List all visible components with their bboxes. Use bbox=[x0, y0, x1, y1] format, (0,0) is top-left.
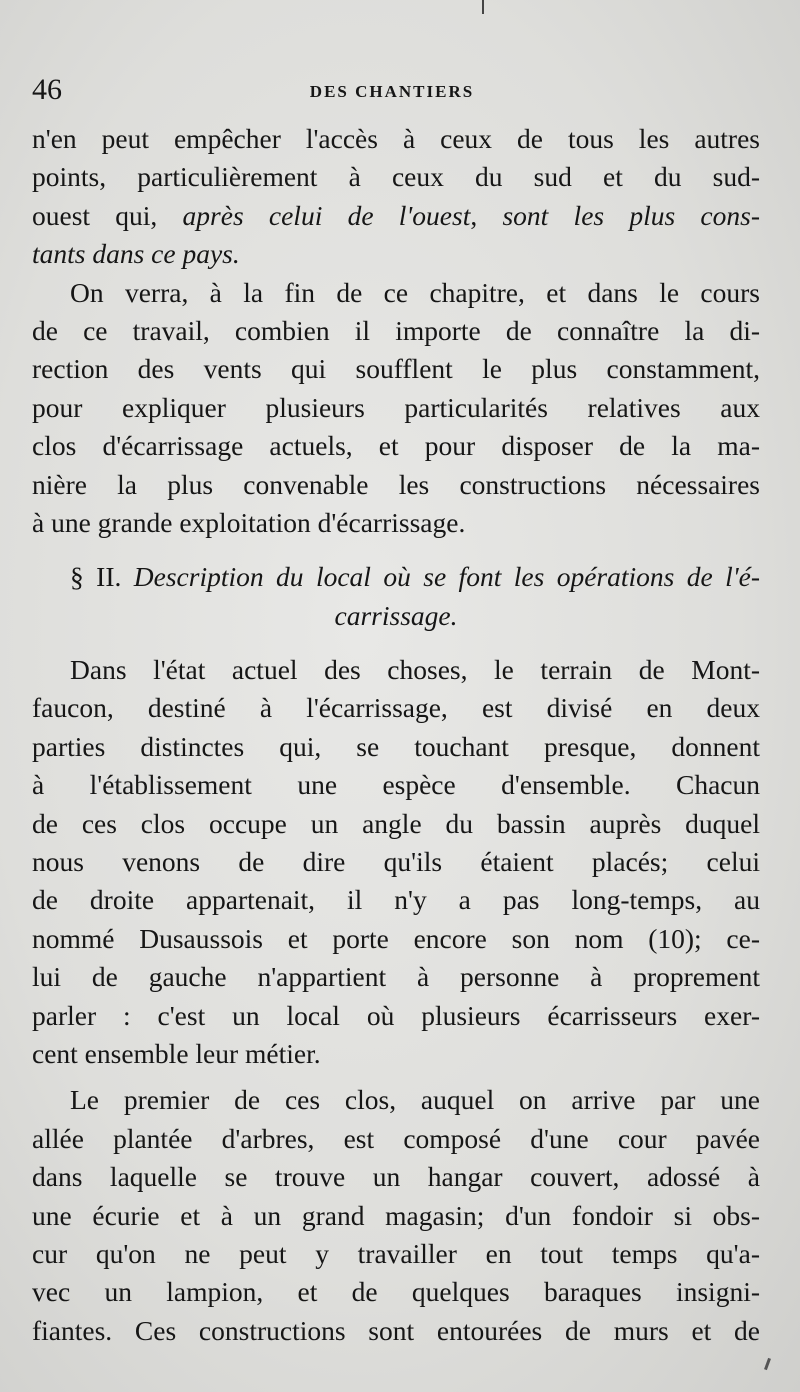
text-line: faucon, destiné à l'écarrissage, est divisé en deux bbox=[32, 692, 760, 724]
scan-artifact bbox=[482, 0, 484, 14]
text-line: parties distinctes qui, se touchant presque, donnent bbox=[32, 730, 760, 762]
text-line: une écurie et à un grand magasin; d'un fondoir si obs- bbox=[32, 1199, 760, 1231]
italic-segment: tants dans ce pays. bbox=[32, 238, 240, 270]
text-line: vec un lampion, et de quelques baraques insigni- bbox=[32, 1276, 760, 1308]
text-line: de ce travail, combien il importe de connaître la di- bbox=[32, 314, 760, 346]
text-line: à l'établissement une espèce d'ensemble. Chacun bbox=[32, 769, 760, 801]
italic-segment: sont les plus cons- bbox=[502, 199, 760, 231]
text-line: de ces clos occupe un angle du bassin auprès duquel bbox=[32, 807, 760, 839]
paragraph-2 bbox=[32, 274, 760, 543]
page-number: 46 bbox=[32, 73, 62, 106]
page-header bbox=[32, 72, 752, 108]
text-line: points, particulièrement à ceux du sud et du sud- bbox=[32, 161, 760, 193]
text-line: Dans l'état actuel des choses, le terrain de Mont- bbox=[70, 654, 760, 686]
text-line: rection des vents qui soufflent le plus constamment, bbox=[32, 353, 760, 385]
text-line: fiantes. Ces constructions sont entourées de murs et de bbox=[32, 1314, 760, 1346]
section-title-line bbox=[32, 597, 760, 635]
paragraph-4 bbox=[32, 1081, 760, 1350]
body-text bbox=[32, 120, 760, 1350]
text-line: n'en peut empêcher l'accès à ceux de tous les autres bbox=[32, 123, 760, 154]
text-line: allée plantée d'arbres, est composé d'une cour pavée bbox=[32, 1122, 760, 1154]
text-segment: ouest qui, bbox=[32, 199, 183, 231]
italic-segment: après celui de l'ouest bbox=[182, 199, 471, 231]
text-line: de droite appartenait, il n'y a pas long-temps, au bbox=[32, 884, 760, 916]
text-line: nommé Dusaussois et porte encore son nom (10); ce- bbox=[32, 922, 760, 954]
text-line: nous venons de dire qu'ils étaient placés; celui bbox=[32, 846, 760, 878]
spacer bbox=[32, 1073, 760, 1081]
section-title: Description du local où se font les opérations de l'é- bbox=[133, 561, 760, 593]
section-mark: § II. bbox=[70, 561, 122, 593]
text-line: cur qu'on ne peut y travailler en tout temps qu'a- bbox=[32, 1237, 760, 1269]
text-line: parler : c'est un local où plusieurs écarrisseurs exer- bbox=[32, 999, 760, 1031]
section-title: carrissage. bbox=[334, 599, 458, 631]
scan-artifact bbox=[764, 1358, 771, 1370]
section-title-line bbox=[32, 558, 760, 596]
spacer bbox=[32, 542, 760, 558]
paragraph-3 bbox=[32, 651, 760, 1073]
text-line: On verra, à la fin de ce chapitre, et dans le cours bbox=[70, 276, 760, 308]
running-head: DES CHANTIERS bbox=[309, 82, 475, 101]
text-line bbox=[32, 197, 760, 235]
text-line: clos d'écarrissage actuels, et pour disposer de la ma- bbox=[32, 430, 760, 462]
text-line bbox=[32, 235, 760, 273]
text-line: dans laquelle se trouve un hangar couvert, adossé à bbox=[32, 1161, 760, 1193]
paragraph-1 bbox=[32, 120, 760, 274]
text-segment: , bbox=[470, 199, 503, 231]
text-line: à une grande exploitation d'écarrissage. bbox=[32, 506, 466, 538]
text-line: nière la plus convenable les constructions nécessaires bbox=[32, 468, 760, 500]
text-line: cent ensemble leur métier. bbox=[32, 1037, 321, 1069]
text-line: pour expliquer plusieurs particularités relatives aux bbox=[32, 391, 760, 423]
text-line: lui de gauche n'appartient à personne à proprement bbox=[32, 961, 760, 993]
text-line: Le premier de ces clos, auquel on arrive par une bbox=[70, 1084, 760, 1116]
spacer bbox=[32, 635, 760, 651]
section-heading bbox=[32, 558, 760, 635]
